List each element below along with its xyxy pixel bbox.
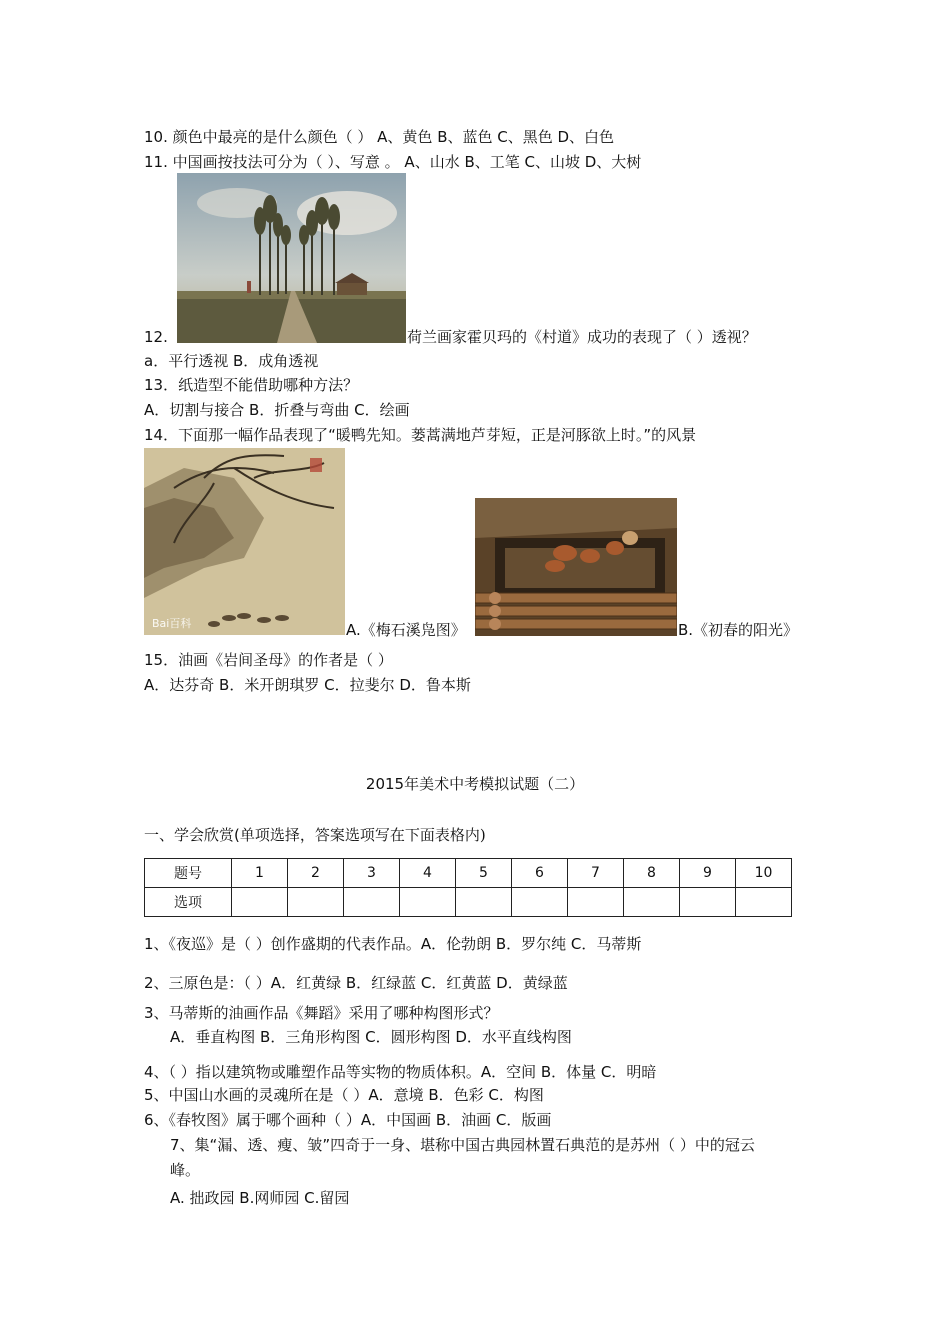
question-7-options: A. 拙政园 B.网师园 C.留园: [170, 1189, 350, 1207]
answer-cell[interactable]: [456, 888, 512, 917]
table-cell: 4: [400, 859, 456, 888]
answer-table: [144, 858, 792, 917]
question-15-options: A．达芬奇 B．米开朗琪罗 C．拉斐尔 D．鲁本斯: [144, 676, 471, 694]
question-12-options: a．平行透视 B．成角透视: [144, 352, 319, 370]
table-header-cell: 题号: [145, 859, 232, 888]
table-cell: 2: [288, 859, 344, 888]
question-5: 5、中国山水画的灵魂所在是（ ）A．意境 B．色彩 C．构图: [144, 1086, 544, 1104]
question-15: 15．油画《岩间圣母》的作者是（ ）: [144, 651, 393, 669]
section-heading-label: 一、学会欣赏(: [144, 826, 240, 844]
question-10: 10. 颜色中最亮的是什么颜色（ ） A、黄色 B、蓝色 C、黑色 D、白色: [144, 128, 615, 146]
question-12-number: 12.: [144, 328, 168, 346]
table-cell: 6: [512, 859, 568, 888]
painting-village-road: [177, 173, 406, 343]
watermark-logo: Bai百科: [152, 617, 192, 630]
table-cell: 8: [624, 859, 680, 888]
section-heading: [144, 825, 486, 845]
answer-cell[interactable]: [232, 888, 288, 917]
table-cell: 10: [736, 859, 792, 888]
question-7-continued: 峰。: [170, 1161, 201, 1179]
table-cell: 5: [456, 859, 512, 888]
answer-cell[interactable]: [400, 888, 456, 917]
answer-cell[interactable]: [736, 888, 792, 917]
painting-plum-stone-ducks: [144, 448, 345, 635]
table-cell: 1: [232, 859, 288, 888]
answer-cell[interactable]: [624, 888, 680, 917]
answer-cell[interactable]: [344, 888, 400, 917]
question-13-options: A．切割与接合 B．折叠与弯曲 C．绘画: [144, 401, 410, 419]
answer-cell[interactable]: [568, 888, 624, 917]
table-cell: 9: [680, 859, 736, 888]
question-11: 11. 中国画按技法可分为（ ）、写意 。 A、山水 B、工笔 C、山坡 D、大树: [144, 153, 642, 171]
table-cell: 3: [344, 859, 400, 888]
question-12: 荷兰画家霍贝玛的《村道》成功的表现了（ ）透视？: [407, 328, 757, 346]
question-6: 6、《春牧图》属于哪个画种（ ）A．中国画 B．油画 C．版画: [144, 1111, 552, 1129]
question-3: 3、马蒂斯的油画作品《舞蹈》采用了哪种构图形式？: [144, 1004, 499, 1022]
table-cell: 7: [568, 859, 624, 888]
question-14: 14．下面那一幅作品表现了“暖鸭先知。蒌蒿满地芦芽短，正是河豚欲上时。”的风景: [144, 426, 697, 444]
answer-cell[interactable]: [680, 888, 736, 917]
option-b-label: B.《初春的阳光》: [678, 621, 799, 639]
table-header-cell: 选项: [145, 888, 232, 917]
question-2: 2、三原色是：（ ）A．红黄绿 B．红绿蓝 C．红黄蓝 D．黄绿蓝: [144, 974, 568, 992]
option-a-label: A.《梅石溪凫图》: [346, 621, 466, 639]
table-row: [145, 859, 792, 888]
answer-cell[interactable]: [512, 888, 568, 917]
table-row: [145, 888, 792, 917]
question-4: 4、（ ）指以建筑物或雕塑作品等实物的物质体积。A．空间 B．体量 C．明暗: [144, 1063, 657, 1081]
exam-title: 2015年美术中考模拟试题（二）: [365, 775, 585, 793]
question-3-options: A．垂直构图 B．三角形构图 C．圆形构图 D．水平直线构图: [170, 1028, 572, 1046]
question-7: 7、集“漏、透、瘦、皱”四奇于一身、堪称中国古典园林置石典范的是苏州（ ）中的冠云: [170, 1136, 755, 1154]
answer-cell[interactable]: [288, 888, 344, 917]
painting-early-spring-sunshine: [475, 498, 677, 636]
section-heading-note: 单项选择，答案选项写在下面表格内): [239, 826, 486, 844]
question-13: 13．纸造型不能借助哪种方法？: [144, 376, 359, 394]
question-1: 1、《夜巡》是（ ）创作盛期的代表作品。A．伦勃朗 B．罗尔纯 C．马蒂斯: [144, 935, 642, 953]
